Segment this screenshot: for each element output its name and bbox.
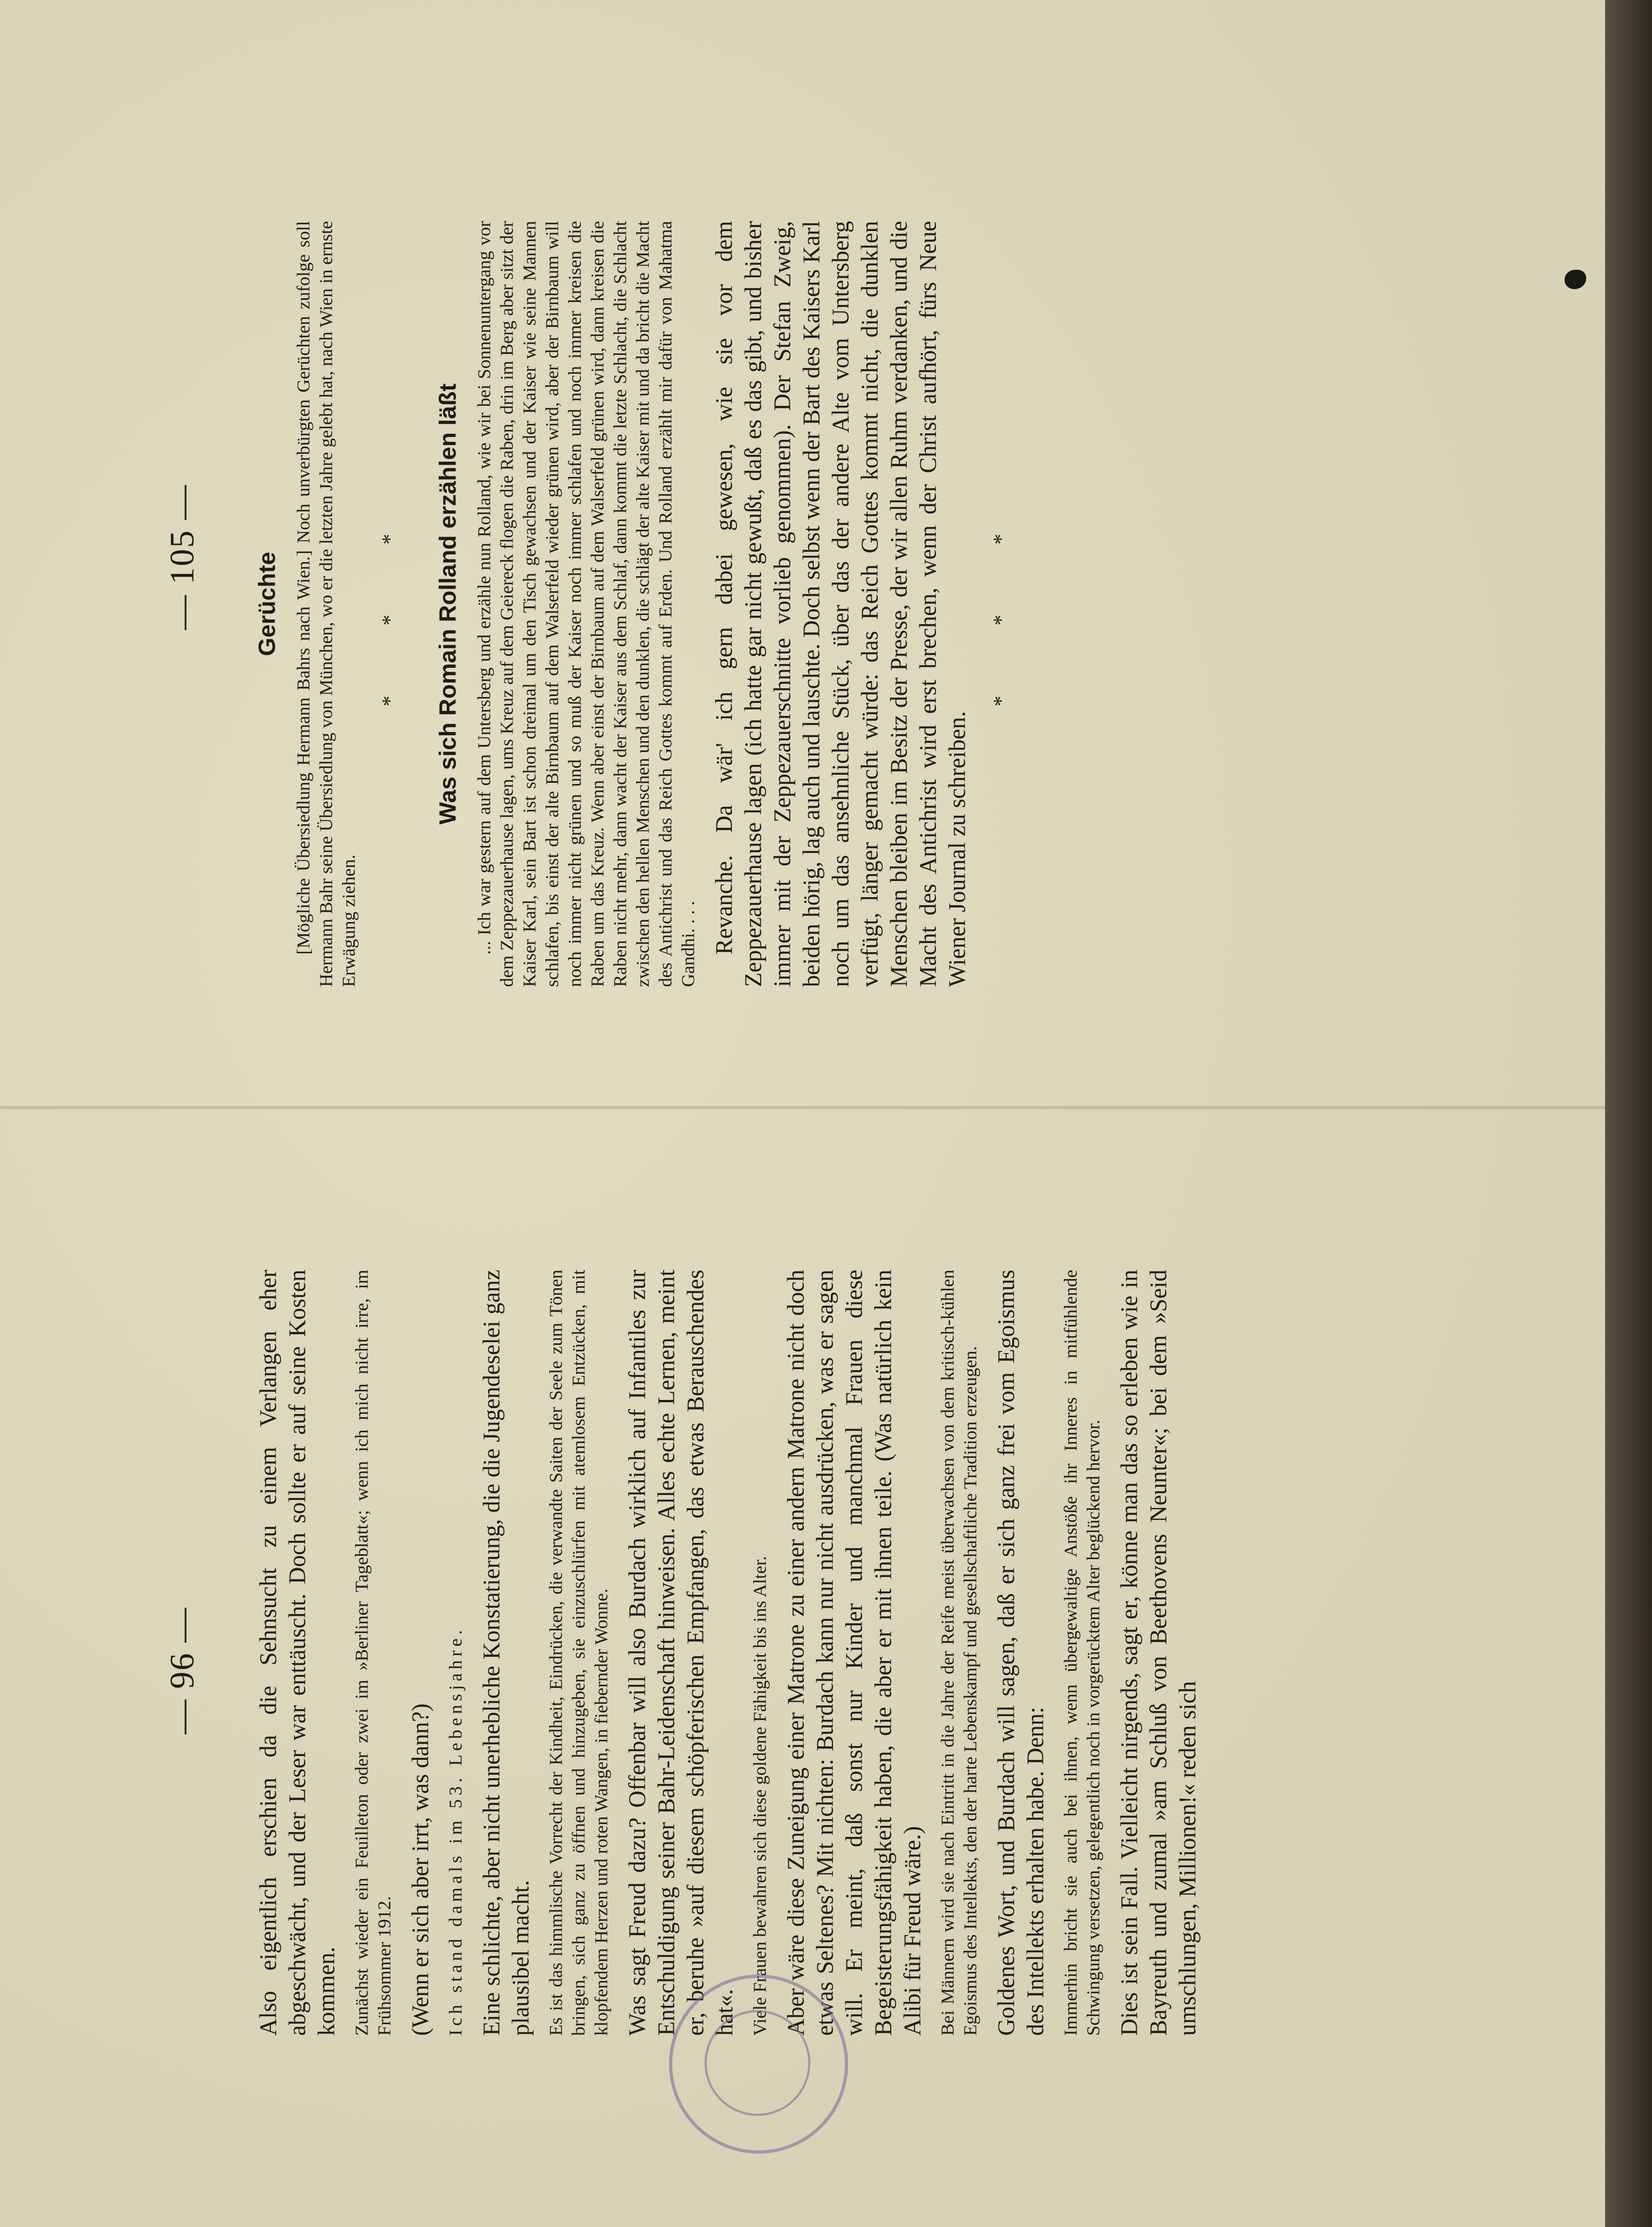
page-number-right: — 105 — — [162, 484, 201, 630]
paragraph: Es ist das himmlische Vorrecht der Kindheit, Eindrücken, die verwandte Saiten der Seele zum Tönen bringen, sich ganz zu öffnen und hinzugeben, sie einzuschlürfen mit atemlosem Entzücken, mit klopfendem Herzen und roten Wangen, in fiebernder Wonne. — [546, 1269, 611, 2035]
book-spine — [1605, 0, 1652, 2227]
paragraph: (Wenn er sich aber irrt, was dann?) — [407, 1703, 433, 2035]
left-text-block — [254, 1269, 1212, 2035]
paragraph: Zunächst wieder ein Feuilleton oder zwei im »Berliner Tageblatt«; wenn ich mich nicht irre, im Frühsommer 1912. — [352, 1269, 394, 2035]
paragraph: [Mögliche Übersiedlung Hermann Bahrs nach Wien.] Noch unverbürgten Gerüchten zufolge soll Hermann Bahr seine Übersiedlung von München, wo er die letzten Jahre gelebt hat, nach Wien in ernste Erwägung ziehen. — [293, 221, 359, 987]
paragraph: ... Ich war gestern auf dem Untersberg und erzähle nun Rolland, wie wir bei Sonnenuntergang vor dem Zeppezauerhause lagen, ums Kreuz auf dem Geiereck flogen die Raben, drin im Berg aber sitzt der Kaiser Karl, sein Bart ist schon dreimal um den Tisch gewachsen und der Kaiser wie seine Mannen schlafen, bis einst der alte Birnbaum auf dem Walserfeld wieder grünen wird, aber der Birnbaum will noch immer nicht grünen und so muß der Kaiser noch immer schlafen und noch immer kreisen die Raben um das Kreuz. Wenn aber einst der Birnbaum auf dem Walserfeld grünen wird, dann kreisen die Raben nicht mehr, dann wacht der Kaiser aus dem Schlaf, dann kommt die letzte Schlacht, die Schlacht zwischen den hellen Menschen und den dunklen, die schlägt der alte Kaiser mit und da bricht die Macht des Antichrist und das Reich Gottes kommt auf Erden. Und Rolland erzählt mir dafür von Mahatma Gandhi. . . . — [474, 221, 698, 987]
paragraph: Bei Männern wird sie nach Eintritt in die Jahre der Reife meist überwachsen von dem kritisch-kühlen Egoismus des Intellekts, den der harte Lebenskampf und gesellschaftliche Tradition erzeugen. — [938, 1269, 980, 2035]
section-heading-geruechte: Gerüchte — [254, 551, 280, 656]
page-number-left: — 96 — — [162, 1607, 201, 1734]
right-page — [0, 0, 1605, 1114]
paragraph: Immerhin bricht sie auch bei ihnen, wenn übergewaltige Anstöße ihr Inneres in mitfühlende Schwingung versetzen, gelegentlich noch in vorgerücktem Alter beglückend hervor. — [1061, 1269, 1103, 2035]
library-stamp — [669, 1975, 848, 2154]
paragraph: Also eigentlich erschien da die Sehnsucht zu einem Verlangen eher abgeschwächt, und der Leser war enttäuscht. Doch sollte er auf seine Kosten kommen. — [255, 1269, 339, 2035]
paragraph: Was sagt Freud dazu? Offenbar will also Burdach wirklich auf Infantiles zur Entschuldigung seiner Bahr-Leidenschaft hinweisen. Alles echte Lernen, meint er, beruhe »auf diesem schöpferischen Empfangen, das etwas Berauschendes hat«. — [624, 1269, 738, 2035]
section-separator: * * * — [377, 501, 401, 706]
paragraph: Revanche. Da wär' ich gern dabei gewesen, wie sie vor dem Zeppezauerhause lagen (ich hatte gar nicht gewußt, daß es das gibt, und bisher immer mit der Zeppezauerschnitte vorlieb genommen). Der Stefan Zweig, beiden hörig, lag auch und lauschte. Doch selbst wenn der Bart des Kaisers Karl noch um das ansehnliche Stück, über das der andere Alte vom Untersberg verfügt, länger gemacht würde: das Reich Gottes kommt nicht, die dunklen Menschen bleiben im Besitz der Presse, der wir allen Ruhm verdanken, und die Macht des Antichrist wird erst brechen, wenn der Christ aufhört, fürs Neue Wiener Journal zu schreiben. — [711, 221, 970, 987]
paragraph: Dies ist sein Fall. Vielleicht nirgends, sagt er, könne man das so erleben wie in Bayreuth und zumal »am Schluß von Beethovens Neunter«; bei dem »Seid umschlungen, Millionen!« reden sich — [1116, 1269, 1200, 2035]
paragraph: Aber wäre diese Zuneigung einer Matrone zu einer andern Matrone nicht doch etwas Seltenes? Mit nichten: Burdach kann nur nicht ausdrücken, was er sagen will. Er meint, daß sonst nur Kinder und manchmal Frauen diese Begeisterungsfähigkeit haben, die aber er mit ihnen teile. (Was natürlich kein Alibi für Freud wäre.) — [782, 1269, 925, 2035]
paragraph: Goldenes Wort, und Burdach will sagen, daß er sich ganz frei vom Egoismus des Intellekts erhalten habe. Denn: — [993, 1269, 1048, 2035]
paragraph: Ich stand damals im 53. Lebensjahre. — [446, 1625, 466, 2035]
right-text-block — [254, 221, 1046, 987]
paragraph: Viele Frauen bewahren sich diese goldene Fähigkeit bis ins Alter. — [750, 1555, 770, 2035]
section-heading-rolland: Was sich Romain Rolland erzählen läßt — [434, 383, 461, 824]
section-separator: * * * — [988, 501, 1013, 706]
paragraph: Eine schlichte, aber nicht unerhebliche Konstatierung, die die Jugendeselei ganz plausibel macht. — [478, 1269, 534, 2035]
